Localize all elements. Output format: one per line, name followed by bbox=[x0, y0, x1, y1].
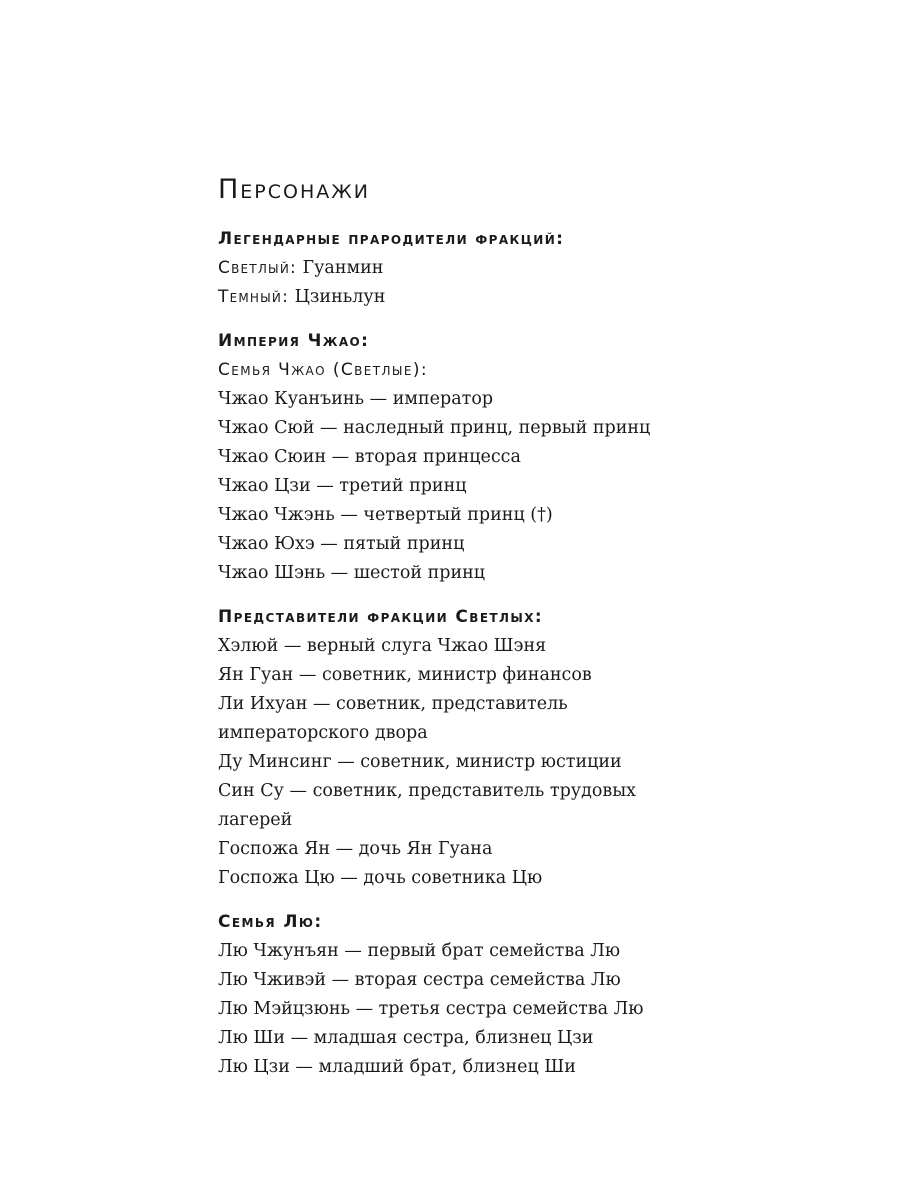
character-entry: Ли Ихуан — советник, представитель bbox=[218, 694, 568, 714]
progenitor-dark bbox=[218, 283, 858, 312]
character-entry: Лю Мэйцзюнь — третья сестра семейства Лю bbox=[218, 999, 644, 1019]
character-entry: Чжао Куанъинь — император bbox=[218, 389, 494, 409]
character-entry: Чжао Чжэнь — четвертый принц (†) bbox=[218, 505, 553, 525]
progenitor-light bbox=[218, 254, 858, 283]
section-heading-light-faction: Представители фракции Светлых: bbox=[218, 607, 544, 627]
character-entry: Чжао Шэнь — шестой принц bbox=[218, 563, 486, 583]
character-entry: Лю Цзи — младший брат, близнец Ши bbox=[218, 1057, 576, 1077]
section-heading-empire: Империя Чжао: bbox=[218, 331, 370, 351]
section-progenitors bbox=[218, 224, 858, 312]
progenitor-light-label: Светлый: bbox=[218, 258, 297, 278]
page-content bbox=[218, 168, 858, 1096]
section-light-faction bbox=[218, 602, 858, 893]
character-entry: Хэлюй — верный слуга Чжао Шэня bbox=[218, 636, 547, 656]
character-entry: Чжао Сюин — вторая принцесса bbox=[218, 447, 521, 467]
character-entry: Лю Ши — младшая сестра, близнец Цзи bbox=[218, 1028, 594, 1048]
character-entry: Госпожа Цю — дочь советника Цю bbox=[218, 868, 543, 888]
character-entry: Чжао Сюй — наследный принц, первый принц bbox=[218, 418, 651, 438]
section-heading-progenitors: Легендарные прародители фракций: bbox=[218, 229, 565, 249]
character-entry: Син Су — советник, представитель трудовых bbox=[218, 781, 637, 801]
page-title: Персонажи bbox=[218, 174, 370, 205]
character-entry: Чжао Юхэ — пятый принц bbox=[218, 534, 465, 554]
character-entry: Госпожа Ян — дочь Ян Гуана bbox=[218, 839, 493, 859]
character-entry: Ду Минсинг — советник, министр юстиции bbox=[218, 752, 622, 772]
subheading-zhao-family: Семья Чжао (Светлые): bbox=[218, 360, 429, 380]
progenitor-dark-label: Темный: bbox=[218, 287, 290, 307]
character-entry: Лю Чжунъян — первый брат семейства Лю bbox=[218, 941, 621, 961]
character-entry: Чжао Цзи — третий принц bbox=[218, 476, 467, 496]
character-entry: Ян Гуан — советник, министр финансов bbox=[218, 665, 592, 685]
section-empire bbox=[218, 326, 858, 588]
section-liu-family bbox=[218, 907, 858, 1082]
progenitor-dark-name: Цзиньлун bbox=[294, 287, 386, 307]
character-entry: Лю Чживэй — вторая сестра семейства Лю bbox=[218, 970, 621, 990]
section-heading-liu-family: Семья Лю: bbox=[218, 912, 323, 932]
character-entry-continued: императорского двора bbox=[218, 723, 428, 743]
character-entry-continued: лагерей bbox=[218, 810, 293, 830]
progenitor-light-name: Гуанмин bbox=[302, 258, 384, 278]
